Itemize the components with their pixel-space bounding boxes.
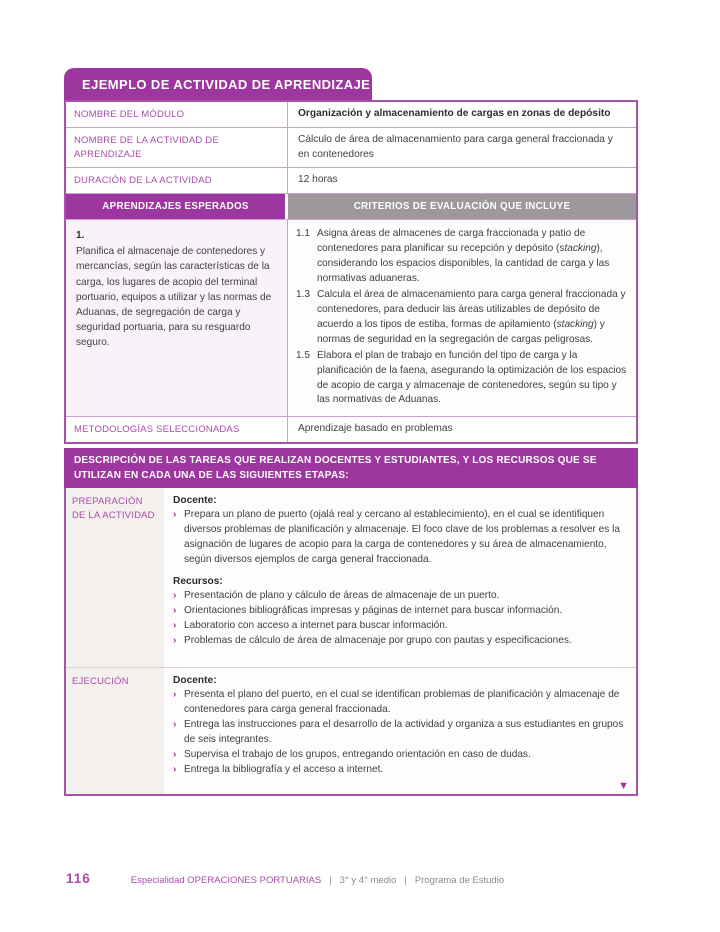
expected-learning-cell (66, 220, 288, 416)
bullet-item (173, 718, 626, 748)
page-number: 116 (66, 871, 91, 886)
footer-specialty: Especialidad OPERACIONES PORTUARIAS (130, 875, 322, 886)
bullet-icon: › (173, 763, 177, 775)
criterion-number: 1.1 (296, 228, 311, 240)
stage-content (164, 488, 636, 667)
bullet-item (173, 763, 626, 778)
bullet-icon: › (173, 619, 177, 631)
expected-number: 1. (76, 230, 85, 242)
activity-table (64, 100, 638, 444)
bullet-text: Prepara un plano de puerto (ojalá real y cercano al establecimiento), en el cual se identifiquen diversos problemas de planificación y almacenaje. El foco clave de los problemas a resolver es la asignación de lugares de acopio para la carga de contenedores y su área de almacenamiento, según diversos ejemplos de carga general fraccionada. (184, 509, 620, 565)
info-label: NOMBRE DEL MÓDULO (66, 102, 288, 127)
bullet-item (173, 634, 626, 649)
info-row (66, 167, 636, 193)
criteria-header: CRITERIOS DE EVALUACIÓN QUE INCLUYE (288, 194, 636, 219)
stage-row (66, 488, 636, 667)
criterion-number: 1.3 (296, 288, 311, 300)
page-title-tab (64, 68, 372, 100)
bullet-text: Presenta el plano del puerto, en el cual se identifican problemas de planificación y almacenaje de contenedores para carga general fraccionada. (184, 689, 620, 716)
criterion-text: Elabora el plan de trabajo en función del tipo de carga y la planificación de la faena, asegurando la optimización de los espacios de acopio de carga y almacenaje de contenedores, según su tipo y las normativas de Aduanas. (317, 349, 627, 406)
criterion-text: Calcula el área de almacenamiento para carga general fraccionada y contenedores, para deducir las áreas utilizables de depósito de acuerdo a los tipos de estiba, formas de apilamiento (stacking) y normas de seguridad en la segregación de cargas peligrosas. (317, 288, 626, 345)
bullet-icon: › (173, 589, 177, 601)
bullet-text: Problemas de cálculo de área de almacenaje por grupo con pautas y especificaciones. (184, 634, 572, 646)
footer-program: Programa de Estudio (414, 875, 505, 886)
continuation-arrow-icon: ▼ (618, 780, 629, 793)
info-value: Organización y almacenamiento de cargas en zonas de depósito (298, 108, 611, 119)
bullet-text: Orientaciones bibliográficas impresas y páginas de internet para buscar información. (184, 604, 563, 616)
bullet-text: Entrega la bibliografía y el acceso a internet. (184, 763, 384, 775)
stage-block (173, 675, 626, 778)
bullet-text: Presentación de plano y cálculo de áreas de almacenaje de un puerto. (184, 589, 500, 601)
bullet-item (173, 748, 626, 763)
info-value: 12 horas (298, 174, 338, 186)
footer-grade: 3° y 4° medio (339, 875, 397, 886)
bullet-icon: › (173, 748, 177, 760)
bullet-icon: › (173, 509, 177, 521)
bullet-icon: › (173, 719, 177, 731)
bullet-item (173, 604, 626, 619)
bullet-icon: › (173, 604, 177, 616)
criteria-item (293, 288, 628, 348)
stage-row (66, 667, 636, 794)
description-banner: DESCRIPCIÓN DE LAS TAREAS QUE REALIZAN DOCENTES Y ESTUDIANTES, Y LOS RECURSOS QUE SE UTILIZAN EN CADA UNA DE LAS SIGUIENTES ETAPAS: (64, 448, 638, 488)
criteria-list (288, 220, 636, 416)
stage-label: EJECUCIÓN (66, 668, 164, 794)
bullet-item (173, 688, 626, 718)
bullet-item (173, 619, 626, 634)
stage-label: PREPARACIÓN DE LA ACTIVIDAD (66, 488, 164, 667)
stage-content (164, 668, 636, 794)
methodology-row (66, 416, 636, 442)
stage-block (173, 495, 626, 568)
bullet-list (173, 589, 626, 649)
block-heading: Docente: (173, 675, 217, 687)
learning-header-row (66, 193, 636, 219)
block-heading: Recursos: (173, 575, 223, 587)
bullet-list (173, 508, 626, 568)
criteria-item (293, 349, 628, 409)
bullet-text: Laboratorio con acceso a internet para buscar información. (184, 619, 448, 631)
bullet-item (173, 508, 626, 568)
page-content (64, 68, 638, 796)
criterion-text: Asigna áreas de almacenes de carga fraccionada y patio de contenedores para planificar su recepción y depósito (stacking), considerando los espacios disponibles, la cantidad de carga y las normativas aduaneras. (317, 228, 610, 284)
expected-learning-header: APRENDIZAJES ESPERADOS (66, 194, 285, 219)
bullet-text: Supervisa el trabajo de los grupos, entregando orientación en caso de dudas. (184, 748, 531, 760)
criterion-number: 1.5 (296, 349, 311, 361)
block-heading: Docente: (173, 495, 217, 507)
page-title: EJEMPLO DE ACTIVIDAD DE APRENDIZAJE (82, 76, 371, 92)
footer-separator: | (329, 875, 332, 886)
methodology-value: Aprendizaje basado en problemas (298, 423, 453, 435)
info-label: DURACIÓN DE LA ACTIVIDAD (66, 168, 288, 193)
bullet-item (173, 589, 626, 604)
info-row (66, 127, 636, 168)
methodology-label: METODOLOGÍAS SELECCIONADAS (66, 417, 288, 442)
bullet-icon: › (173, 634, 177, 646)
bullet-text: Entrega las instrucciones para el desarrollo de la actividad y organiza a sus estudiantes en grupos de seis integrantes. (184, 719, 624, 745)
stages-table (64, 488, 638, 796)
bullet-list (173, 688, 626, 778)
footer (66, 871, 504, 886)
expected-text: Planifica el almacenaje de contenedores y mercancías, según las características de la carga, los lugares de acopio del terminal portuario, equipos a utilizar y las normas de Aduanas, de segregación de carga y seguridad portuaria, para su resguardo seguro. (76, 246, 272, 349)
bullet-icon: › (173, 689, 177, 701)
info-row (66, 102, 636, 127)
criteria-item (293, 227, 628, 287)
info-label: NOMBRE DE LA ACTIVIDAD DE APRENDIZAJE (66, 128, 288, 168)
info-value: Cálculo de área de almacenamiento para carga general fraccionada y en contenedores (298, 133, 613, 160)
learning-content-row (66, 219, 636, 416)
footer-separator: | (404, 875, 407, 886)
stage-block (173, 576, 626, 649)
